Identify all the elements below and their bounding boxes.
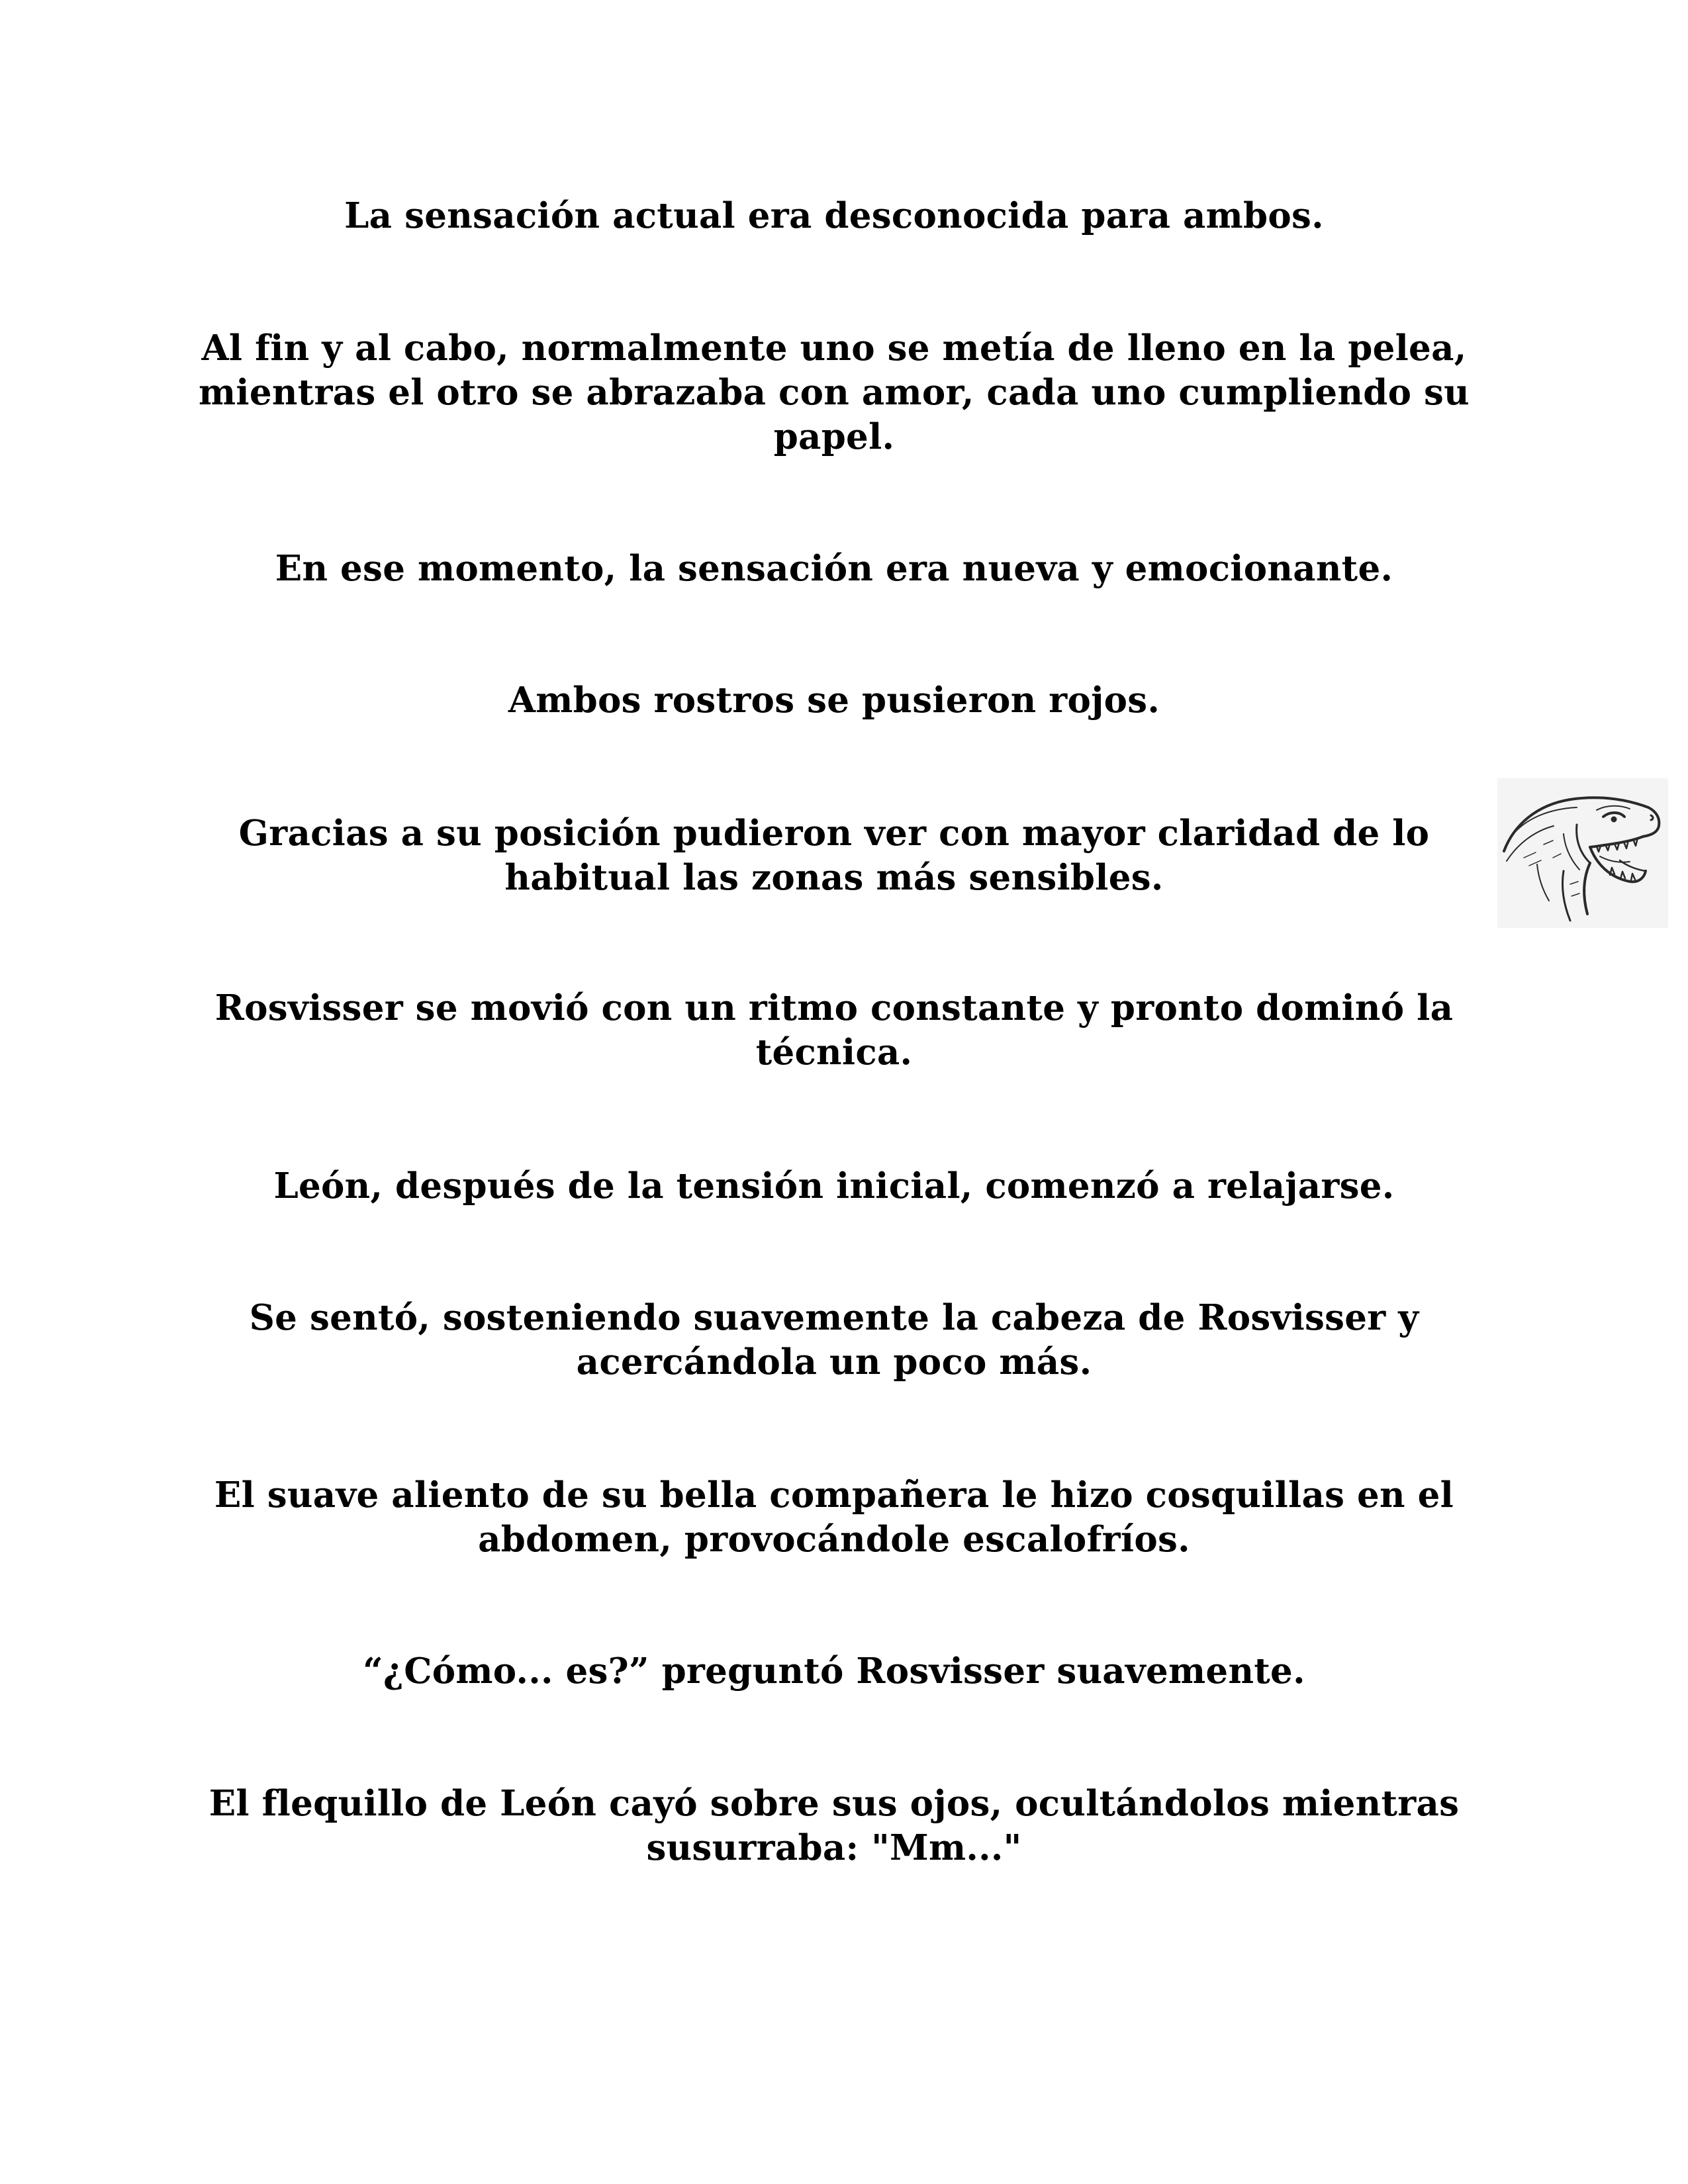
dinosaur-head-sketch-icon — [1497, 778, 1668, 928]
paragraph-8: Se sentó, sosteniendo suavemente la cabeza de Rosvisser y acercándola un poco más. — [249, 1297, 1419, 1383]
paragraph-5: Gracias a su posición pudieron ver con mayor claridad de lo habitual las zonas más sensibles. — [238, 813, 1430, 898]
paragraph-11: El flequillo de León cayó sobre sus ojos, ocultándolos mientras susurraba: "Mm..." — [209, 1783, 1460, 1868]
paragraph-7: León, después de la tensión inicial, comenzó a relajarse. — [273, 1165, 1395, 1206]
paragraph-4: Ambos rostros se pusieron rojos. — [508, 680, 1160, 721]
paragraph-9: El suave aliento de su bella compañera le hizo cosquillas en el abdomen, provocándole escalofríos. — [214, 1475, 1454, 1560]
paragraph-2: Al fin y al cabo, normalmente uno se metía de lleno en la pelea, mientras el otro se abrazaba con amor, cada uno cumpliendo su papel. — [199, 328, 1470, 457]
paragraph-6: Rosvisser se movió con un ritmo constante y pronto dominó la técnica. — [214, 987, 1454, 1073]
paragraph-1: La sensación actual era desconocida para ambos. — [344, 195, 1324, 236]
paragraph-3: En ese momento, la sensación era nueva y emocionante. — [275, 548, 1393, 589]
paragraph-10: “¿Cómo... es?” preguntó Rosvisser suavemente. — [363, 1651, 1305, 1692]
